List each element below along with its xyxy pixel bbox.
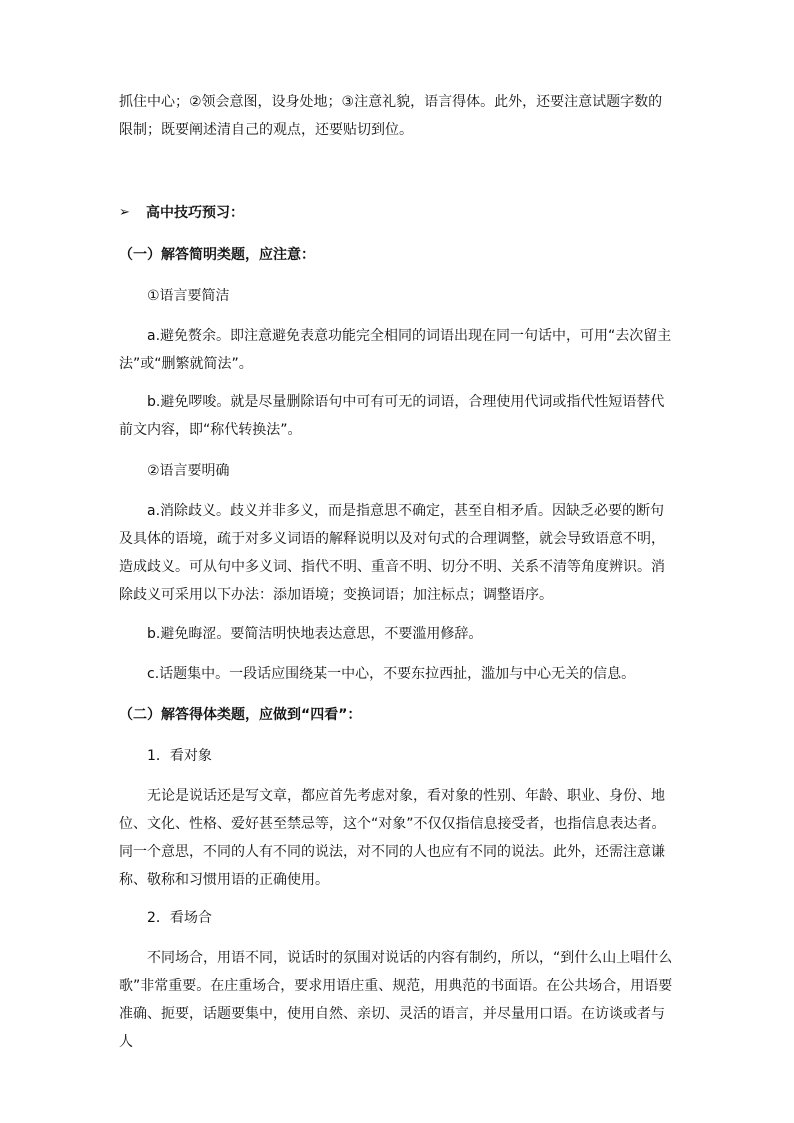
- part1-point2-c: c.话题集中。一段话应围绕某一中心，不要东拉西扯，滥加与中心无关的信息。: [147, 666, 636, 682]
- part1-heading: （一）解答简明类题，应注意：: [119, 247, 315, 263]
- part1-point1-a: a.避免赘余。即注意避免表意功能完全相同的词语出现在同一句话中，可用“去次留主法”或“删繁就简法”。: [119, 328, 672, 372]
- part2-item2-title: 2．看场合: [147, 910, 212, 926]
- intro-paragraph: 抓住中心；②领会意图，设身处地；③注意礼貌，语言得体。此外，还要注意试题字数的限制；既要阐述清自己的观点，还要贴切到位。: [119, 94, 663, 138]
- bullet-arrow-icon: ➢: [119, 205, 130, 220]
- part2-item1-title: 1．看对象: [147, 748, 212, 764]
- part1-point2-a: a.消除歧义。歧义并非多义，而是指意思不确定，甚至自相矛盾。因缺乏必要的断句及具体的语境，疏于对多义词语的解释说明以及对句式的合理调整，就会导致语意不明，造成歧义。可从句中多义词、指代不明、重音不明、切分不明、关系不清等角度辨识。消除歧义可采用以下办法：添加语境；变换词语；加注标点；调整语序。: [119, 503, 665, 603]
- part1-point1: ①语言要简洁: [147, 288, 230, 304]
- part1-point2: ②语言要明确: [147, 463, 230, 479]
- part2-heading: （二）解答得体类题，应做到“四看”：: [119, 707, 362, 723]
- part1-point2-b: b.避免晦涩。要简洁明快地表达意思，不要滥用修辞。: [147, 626, 483, 642]
- section-title: 高中技巧预习：: [146, 205, 244, 221]
- part2-item1-text: 无论是说话还是写文章，都应首先考虑对象，看对象的性别、年龄、职业、身份、地位、文化、性格、爱好甚至禁忌等，这个“对象”不仅仅指信息接受者，也指信息表达者。同一个意思，不同的人有不同的说法，对不同的人也应有不同的说法。此外，还需注意谦称、敬称和习惯用语的正确使用。: [119, 788, 666, 888]
- part2-item2-text: 不同场合，用语不同，说话时的氛围对说话的内容有制约，所以，“到什么山上唱什么歌”非常重要。在庄重场合，要求用语庄重、规范，用典范的书面语。在公共场合，用语要准确、扼要，话题要集中，使用自然、亲切、灵活的语言，并尽量用口语。在访谈或者与人: [119, 950, 673, 1050]
- part1-point1-b: b.避免啰唆。就是尽量删除语句中可有可无的词语，合理使用代词或指代性短语替代前文内容，即“称代转换法”。: [119, 394, 665, 438]
